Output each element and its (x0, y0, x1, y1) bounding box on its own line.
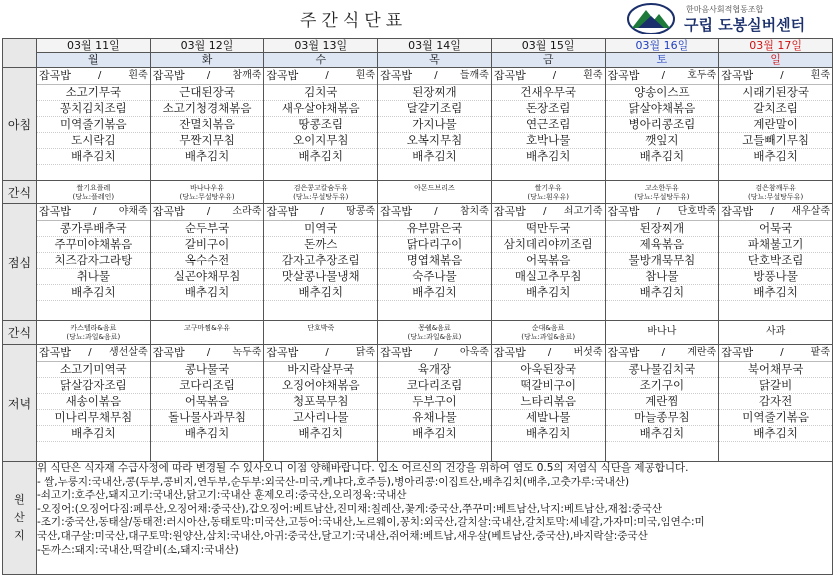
snack-item: 검은참깨두유 (당뇨:무설탕두유) (748, 184, 804, 201)
menu-item: 파채불고기 (719, 237, 832, 253)
menu-item: 매실고추무침 (492, 269, 605, 285)
lunch-cell (378, 204, 492, 321)
menu-item: 소고기미역국 (37, 362, 150, 378)
date-cell: 03월 13일 (264, 39, 378, 53)
weekday-cell: 토 (605, 53, 719, 68)
origin-label-char: 원 (14, 493, 25, 506)
menu-item: 콩나물김치국 (606, 362, 719, 378)
date-cell: 03월 12일 (150, 39, 264, 53)
lunch-label: 점심 (3, 204, 37, 321)
menu-item: 배추김치 (606, 285, 719, 301)
snack-item: 쌀기우유 (당뇨:흰우유) (527, 184, 569, 201)
meal-header (37, 204, 150, 221)
menu-item: 시래기된장국 (719, 85, 832, 101)
lunch-cell (264, 204, 378, 321)
separator: / (434, 347, 438, 358)
menu-item: 청포묵무침 (264, 394, 377, 410)
menu-item: 맛살콩나물냉채 (264, 269, 377, 285)
menu-item: 도시락김 (37, 133, 150, 149)
menu-item: 고들빼기무침 (719, 133, 832, 149)
breakfast-label: 아침 (3, 68, 37, 181)
porridge-label: 흰죽 (355, 70, 376, 81)
rice-label: 잡곡밥 (152, 346, 185, 359)
rice-label: 잡곡밥 (493, 346, 526, 359)
snack-item: 순대&음료 (당뇨:과일&음료) (521, 324, 576, 341)
date-row (3, 39, 833, 53)
lunch-cell (37, 204, 151, 321)
separator: / (206, 206, 211, 217)
snack1-cell (37, 181, 151, 204)
breakfast-cell (491, 68, 605, 181)
dinner-cell (150, 345, 264, 462)
porridge-label: 닭죽 (355, 347, 376, 358)
menu-item: 배추김치 (492, 149, 605, 165)
header (0, 0, 835, 38)
origin-note-line: -조기:중국산,동태살/동태전:러시아산,동태토막:미국산,고등어:국내산,노르웨이,꽁치:외국산,갈치살:국내산,갈치토막:세네갈,가자미:미국,임연수:미 (37, 516, 705, 529)
porridge-label: 단호박죽 (677, 206, 717, 217)
meal-header (719, 345, 832, 362)
snack2-cell (264, 321, 378, 345)
origin-note-line: 위 식단은 식자재 수급사정에 따라 변경될 수 있사오니 이점 양해바랍니다. 입소 어르신의 건강을 위하여 염도 0.5의 저염식 식단을 제공합니다. (37, 462, 689, 474)
separator: / (325, 347, 329, 358)
origin-note-line: -돈까스:돼지:국내산,떡갈비(소,돼지:국내산) (37, 543, 239, 556)
menu-item: 떡갈비구이 (492, 378, 605, 394)
menu-item: 무짠지무침 (151, 133, 264, 149)
rice-label: 잡곡밥 (380, 205, 412, 218)
menu-item: 배추김치 (37, 149, 150, 165)
snack-item: 고구마찜&우유 (184, 324, 231, 332)
rice-label: 잡곡밥 (493, 205, 526, 218)
menu-item: 순두부국 (151, 221, 264, 237)
snack2-cell (37, 321, 151, 345)
meal-header (264, 345, 377, 362)
breakfast-cell (150, 68, 264, 181)
meal-header (492, 345, 605, 362)
menu-item: 오복지무침 (378, 133, 491, 149)
separator: / (325, 70, 329, 81)
meal-header (151, 345, 264, 362)
porridge-label: 호두죽 (687, 70, 717, 81)
porridge-label: 팥죽 (810, 347, 830, 358)
meal-header (378, 345, 491, 362)
porridge-label: 참깨죽 (232, 70, 262, 81)
origin-label-char: 지 (14, 529, 25, 542)
menu-item: 깻잎지 (606, 133, 719, 149)
meal-header (37, 345, 150, 362)
menu-item: 마늘종무침 (606, 410, 719, 426)
menu-item: 삼치데리야끼조림 (492, 237, 605, 253)
menu-item: 갈치조림 (719, 101, 832, 117)
snack-item: 카스텔라&음료 (당뇨:과일&음료) (66, 324, 121, 341)
breakfast-cell (719, 68, 833, 181)
separator: / (552, 70, 557, 81)
breakfast-cell (264, 68, 378, 181)
dinner-cell (491, 345, 605, 462)
menu-item: 제육볶음 (606, 237, 719, 253)
separator: / (206, 70, 211, 81)
menu-item: 꽁치김치조림 (37, 101, 150, 117)
weekday-cell: 금 (491, 53, 605, 68)
menu-item: 가지나물 (378, 117, 491, 133)
meal-header (606, 204, 719, 221)
menu-item: 호박나물 (492, 133, 605, 149)
weekday-cell: 일 (719, 53, 833, 68)
separator: / (780, 70, 784, 81)
menu-item: 잔멸치볶음 (151, 117, 264, 133)
menu-item: 배추김치 (719, 426, 832, 442)
menu-item: 주꾸미야채볶음 (37, 237, 150, 253)
breakfast-cell (605, 68, 719, 181)
lunch-cell (719, 204, 833, 321)
snack1-cell (264, 181, 378, 204)
rice-label: 잡곡밥 (607, 69, 640, 82)
menu-item: 달걀기조림 (378, 101, 491, 117)
menu-item: 배추김치 (264, 149, 377, 165)
menu-item: 배추김치 (264, 426, 377, 442)
origin-row (3, 462, 833, 575)
origin-label (3, 462, 37, 575)
origin-note-line: 국산,대구살:미국산,대구토막:원양산,삼치:국내산,아귀:중국산,달고기:국내산,쥐어채:베트남,새우살(베트남산,중국산),바지락살:중국산 (37, 529, 648, 542)
rice-label: 잡곡밥 (266, 205, 299, 218)
menu-item: 새송이볶음 (37, 394, 150, 410)
date-cell: 03월 11일 (37, 39, 151, 53)
meal-header (264, 68, 377, 85)
menu-item: 어묵볶음 (492, 253, 605, 269)
menu-item: 느타리볶음 (492, 394, 605, 410)
rice-label: 잡곡밥 (380, 346, 412, 359)
menu-item: 배추김치 (378, 149, 491, 165)
menu-item: 오징어야채볶음 (264, 378, 377, 394)
weekday-cell: 월 (37, 53, 151, 68)
porridge-label: 땅콩죽 (346, 206, 376, 217)
date-cell: 03월 14일 (378, 39, 492, 53)
meal-header (151, 204, 264, 221)
menu-item: 김치국 (264, 85, 377, 101)
origin-note-line: -오징어:(오징어다짐:페루산,오징어채:중국산),갑오징어:베트남산,진미채:칠레산,꽃게:중국산,쭈꾸미:베트남산,낙지:베트남산,재첩:중국산 (37, 502, 663, 515)
snack1-cell (605, 181, 719, 204)
rice-label: 잡곡밥 (607, 205, 640, 218)
menu-item: 세발나물 (492, 410, 605, 426)
menu-item: 미역줄기볶음 (37, 117, 150, 133)
menu-item: 두부구이 (378, 394, 491, 410)
separator: / (434, 206, 438, 217)
menu-item: 돈장조림 (492, 101, 605, 117)
snack2-cell (605, 321, 719, 345)
rice-label: 잡곡밥 (721, 69, 754, 82)
separator: / (97, 70, 102, 81)
snack-item: 사과 (765, 326, 786, 337)
weekday-cell: 수 (264, 53, 378, 68)
menu-item: 아욱된장국 (492, 362, 605, 378)
menu-item: 갈비구이 (151, 237, 264, 253)
rice-label: 잡곡밥 (721, 205, 754, 218)
menu-item: 북어채무국 (719, 362, 832, 378)
menu-item: 육개장 (378, 362, 491, 378)
menu-item: 닭살야채볶음 (606, 101, 719, 117)
menu-item: 닭갈비 (719, 378, 832, 394)
menu-item: 배추김치 (606, 426, 719, 442)
separator: / (543, 206, 547, 217)
menu-item: 숙주나물 (378, 269, 491, 285)
menu-item: 배추김치 (264, 285, 377, 301)
porridge-label: 계란죽 (687, 347, 717, 358)
dinner-cell (719, 345, 833, 462)
lunch-row (3, 204, 833, 321)
menu-item: 감자고추장조림 (264, 253, 377, 269)
menu-item: 콩가루배추국 (37, 221, 150, 237)
menu-item: 된장찌개 (606, 221, 719, 237)
snack-item: 바나나우유 (당뇨:무설탕우유) (179, 184, 235, 201)
rice-label: 잡곡밥 (266, 69, 299, 82)
snack1-label: 간식 (3, 181, 37, 204)
snack2-cell (491, 321, 605, 345)
menu-item: 닭살감자조림 (37, 378, 150, 394)
menu-item: 미나리무채무침 (37, 410, 150, 426)
menu-item: 건새우무국 (492, 85, 605, 101)
menu-item: 명엽채볶음 (378, 253, 491, 269)
lunch-cell (605, 204, 719, 321)
snack-item: 바나나 (647, 326, 677, 337)
porridge-label: 새우살죽 (791, 206, 830, 217)
snack1-cell (491, 181, 605, 204)
separator: / (206, 347, 211, 358)
menu-item: 코다리조림 (151, 378, 264, 394)
snack1-cell (150, 181, 264, 204)
rice-label: 잡곡밥 (39, 346, 71, 359)
porridge-label: 흰죽 (583, 70, 603, 81)
menu-item: 조기구이 (606, 378, 719, 394)
snack-item: 쌀기요플레 (당뇨:플레인) (72, 184, 115, 201)
menu-item: 배추김치 (151, 285, 264, 301)
menu-item: 소고기청경채볶음 (151, 101, 264, 117)
separator: / (661, 347, 665, 358)
menu-item: 배추김치 (151, 149, 264, 165)
dinner-cell (264, 345, 378, 462)
porridge-label: 소라죽 (232, 206, 262, 217)
center-name: 구립 도봉실버센터 (684, 16, 806, 34)
snack-item: 검은콩고칼슘두유 (당뇨:무설탕두유) (293, 184, 349, 201)
menu-item: 떡만두국 (492, 221, 605, 237)
day-row (3, 53, 833, 68)
separator: / (661, 70, 665, 81)
meal-header (492, 204, 605, 221)
porridge-label: 흰죽 (128, 70, 148, 81)
mountain-logo-icon (626, 2, 676, 34)
rice-label: 잡곡밥 (493, 69, 526, 82)
weekday-cell: 목 (378, 53, 492, 68)
origin-notes (37, 462, 833, 575)
meal-header (606, 345, 719, 362)
menu-item: 어묵국 (719, 221, 832, 237)
snack1-cell (719, 181, 833, 204)
menu-item: 코다리조림 (378, 378, 491, 394)
separator: / (434, 70, 438, 81)
rice-label: 잡곡밥 (380, 69, 412, 82)
meal-header (606, 68, 719, 85)
breakfast-cell (37, 68, 151, 181)
menu-item: 배추김치 (151, 426, 264, 442)
snack-item: 아몬드브리즈 (414, 184, 455, 192)
rice-label: 잡곡밥 (721, 346, 754, 359)
menu-item: 오이지무침 (264, 133, 377, 149)
separator: / (770, 206, 774, 217)
date-cell: 03월 17일 (719, 39, 833, 53)
menu-item: 감자전 (719, 394, 832, 410)
origin-label-char: 산 (14, 511, 25, 524)
menu-item: 배추김치 (719, 149, 832, 165)
menu-item: 물방개묵무침 (606, 253, 719, 269)
meal-header (37, 68, 150, 85)
menu-item: 배추김치 (719, 285, 832, 301)
meal-header (378, 204, 491, 221)
menu-item: 콩나물국 (151, 362, 264, 378)
afternoon-snack-row (3, 321, 833, 345)
menu-item: 연근조림 (492, 117, 605, 133)
snack2-cell (719, 321, 833, 345)
separator: / (547, 347, 552, 358)
dinner-label: 저녁 (3, 345, 37, 462)
origin-note-line: - 쌀,누룽지:국내산,콩(두부,콩비지,연두부,순두부:외국산-미국,케냐다,호주등),병아리콩:이집트산,배추김치(배추,고춧가루:국내산) (37, 475, 630, 488)
org-name: 한마음사회적협동조합 (686, 5, 764, 14)
porridge-label: 들깨죽 (459, 70, 489, 81)
porridge-label: 야채죽 (118, 206, 148, 217)
center-logo (626, 2, 831, 36)
date-cell: 03월 15일 (491, 39, 605, 53)
porridge-label: 아욱죽 (459, 347, 489, 358)
dinner-row (3, 345, 833, 462)
snack-item: 몽쉘&음료 (당뇨:과일&음료) (407, 324, 462, 341)
menu-item: 미역줄기볶음 (719, 410, 832, 426)
separator: / (88, 347, 92, 358)
porridge-label: 흰죽 (810, 70, 830, 81)
porridge-label: 참치죽 (459, 206, 489, 217)
menu-item: 옥수수전 (151, 253, 264, 269)
menu-item: 땅콩조림 (264, 117, 377, 133)
menu-item: 배추김치 (37, 285, 150, 301)
menu-item: 닭다리구이 (378, 237, 491, 253)
porridge-label: 녹두죽 (232, 347, 262, 358)
menu-item: 방풍나물 (719, 269, 832, 285)
rice-label: 잡곡밥 (39, 69, 71, 82)
date-cell: 03월 16일 (605, 39, 719, 53)
origin-note-line: -쇠고기:호주산,돼지고기:국내산,닭고기:국내산 훈제오리:중국산,오리정육:국내산 (37, 489, 407, 502)
menu-item: 배추김치 (492, 285, 605, 301)
snack2-label: 간식 (3, 321, 37, 345)
snack-item: 고소한두유 (당뇨:무설탕두유) (634, 184, 690, 201)
menu-item: 계란말이 (719, 117, 832, 133)
meal-header (719, 204, 832, 221)
snack2-cell (150, 321, 264, 345)
menu-item: 치즈감자그라탕 (37, 253, 150, 269)
menu-item: 고사리나물 (264, 410, 377, 426)
menu-item: 양송이스프 (606, 85, 719, 101)
lunch-cell (150, 204, 264, 321)
menu-item: 배추김치 (492, 426, 605, 442)
menu-item: 유부맑은국 (378, 221, 491, 237)
menu-item: 실곤야채무침 (151, 269, 264, 285)
meal-header (378, 68, 491, 85)
breakfast-cell (378, 68, 492, 181)
corner-cell (3, 39, 37, 68)
porridge-label: 생선살죽 (109, 347, 148, 358)
separator: / (93, 206, 97, 217)
dinner-cell (37, 345, 151, 462)
rice-label: 잡곡밥 (266, 346, 299, 359)
menu-item: 돈까스 (264, 237, 377, 253)
separator: / (780, 347, 784, 358)
menu-item: 배추김치 (378, 285, 491, 301)
menu-item: 미역국 (264, 221, 377, 237)
snack2-cell (378, 321, 492, 345)
porridge-label: 쇠고기죽 (563, 206, 603, 217)
menu-item: 병아리콩조림 (606, 117, 719, 133)
meal-header (151, 68, 264, 85)
menu-item: 새우살야채볶음 (264, 101, 377, 117)
porridge-label: 버섯죽 (573, 347, 603, 358)
menu-item: 취나물 (37, 269, 150, 285)
menu-item: 된장찌개 (378, 85, 491, 101)
origin-label-text (3, 493, 36, 543)
rice-label: 잡곡밥 (152, 69, 185, 82)
rice-label: 잡곡밥 (607, 346, 640, 359)
menu-item: 소고기무국 (37, 85, 150, 101)
snack1-cell (378, 181, 492, 204)
weekday-cell: 화 (150, 53, 264, 68)
menu-item: 단호박조림 (719, 253, 832, 269)
meal-header (719, 68, 832, 85)
menu-table (2, 38, 833, 575)
morning-snack-row (3, 181, 833, 204)
snack-item: 단호박죽 (307, 324, 335, 332)
menu-item: 돌나물사과무침 (151, 410, 264, 426)
separator: / (320, 206, 324, 217)
menu-item: 참나물 (606, 269, 719, 285)
page-title: 주간식단표 (300, 11, 408, 31)
breakfast-row (3, 68, 833, 181)
separator: / (656, 206, 661, 217)
dinner-cell (378, 345, 492, 462)
menu-item: 바지락살무국 (264, 362, 377, 378)
menu-item: 배추김치 (378, 426, 491, 442)
rice-label: 잡곡밥 (39, 205, 71, 218)
menu-item: 배추김치 (37, 426, 150, 442)
meal-header (492, 68, 605, 85)
menu-item: 근대된장국 (151, 85, 264, 101)
dinner-cell (605, 345, 719, 462)
menu-item: 유채나물 (378, 410, 491, 426)
menu-item: 어묵볶음 (151, 394, 264, 410)
menu-item: 계란찜 (606, 394, 719, 410)
lunch-cell (491, 204, 605, 321)
menu-item: 배추김치 (606, 149, 719, 165)
meal-header (264, 204, 377, 221)
rice-label: 잡곡밥 (152, 205, 185, 218)
